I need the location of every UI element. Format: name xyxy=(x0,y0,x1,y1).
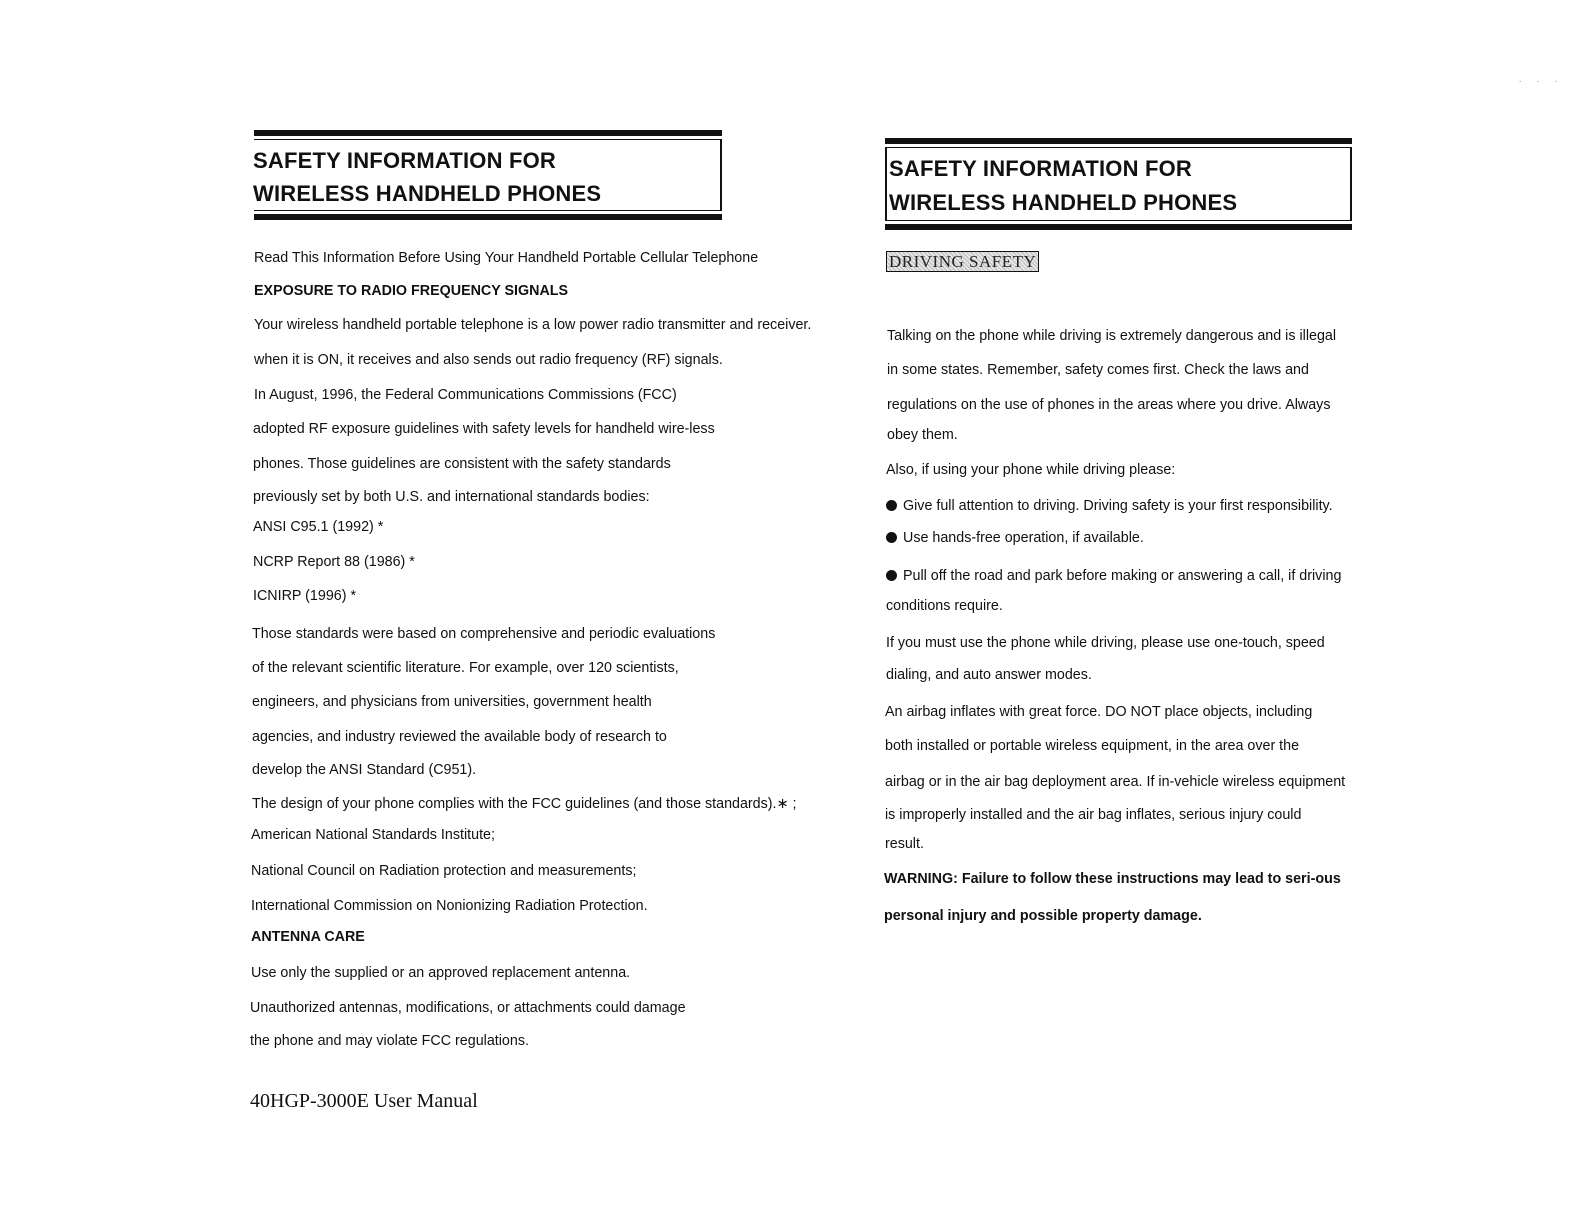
right-page-line xyxy=(885,835,924,853)
left-page-line-text: ANTENNA CARE xyxy=(251,929,365,945)
left-page-line xyxy=(254,351,723,369)
right-page-line xyxy=(886,666,1092,684)
left-page-line xyxy=(252,659,679,677)
left-page-line xyxy=(253,420,715,438)
left-page-line-text: The design of your phone complies with the FCC guidelines (and those standards).∗ ; xyxy=(252,796,797,812)
left-page-line-text: International Commission on Nonionizing Radiation Protection. xyxy=(251,898,648,914)
left-page-line xyxy=(253,587,356,605)
left-page-line-text: when it is ON, it receives and also sends out radio frequency (RF) signals. xyxy=(254,352,723,368)
left-page-line xyxy=(251,862,636,880)
left-page-line xyxy=(254,316,811,334)
left-page-line xyxy=(250,999,686,1017)
left-title-frame xyxy=(254,139,722,211)
right-page-line-text: both installed or portable wireless equipment, in the area over the xyxy=(885,738,1300,754)
right-page-line xyxy=(887,361,1309,379)
left-page-line-text: ICNIRP (1996) * xyxy=(253,588,357,604)
left-page-line xyxy=(251,964,630,982)
right-page-line xyxy=(884,870,1341,888)
right-page-line-text: obey them. xyxy=(887,427,958,443)
right-page-line-text: personal injury and possible property damage. xyxy=(884,908,1202,924)
right-page-line xyxy=(886,597,1003,615)
left-page-line-text: phones. Those guidelines are consistent with the safety standards xyxy=(253,456,671,472)
left-page-line-text: Unauthorized antennas, modifications, or attachments could damage xyxy=(250,1000,686,1016)
right-page-line xyxy=(886,634,1325,652)
right-page-line-text: in some states. Remember, safety comes first. Check the laws and xyxy=(887,362,1309,378)
left-page-line-text: American National Standards Institute; xyxy=(251,827,495,843)
left-page-line xyxy=(253,553,415,571)
right-page-line xyxy=(887,396,1330,414)
left-page-line xyxy=(254,386,677,404)
left-page-line xyxy=(253,488,650,506)
left-page-line xyxy=(254,282,568,300)
right-page-line-text: airbag or in the air bag deployment area. If in-vehicle wireless equipment xyxy=(885,774,1346,790)
left-page-line xyxy=(250,1032,529,1050)
bullet-icon xyxy=(886,532,897,543)
left-page-line xyxy=(254,249,758,267)
left-page-line xyxy=(252,761,476,779)
left-title-line-1: SAFETY INFORMATION FOR xyxy=(253,148,557,173)
left-page-line-text: National Council on Radiation protection and measurements; xyxy=(251,863,637,879)
left-title-line-2: WIRELESS HANDHELD PHONES xyxy=(253,181,602,206)
left-page-line-text: Use only the supplied or an approved replacement antenna. xyxy=(251,965,631,981)
left-page-line-text: engineers, and physicians from universities, government health xyxy=(252,694,652,710)
left-page-line xyxy=(253,455,671,473)
left-page-line xyxy=(251,826,495,844)
right-page-line xyxy=(885,773,1345,791)
right-page-line xyxy=(885,806,1301,824)
left-page-line xyxy=(252,728,667,746)
right-title-line-2: WIRELESS HANDHELD PHONES xyxy=(889,190,1238,215)
left-page-line-text: In August, 1996, the Federal Communications Commissions (FCC) xyxy=(254,387,677,403)
left-page-line-text: NCRP Report 88 (1986) * xyxy=(253,554,415,570)
scan-specks: · · · xyxy=(1518,76,1564,87)
right-page-line-text: Pull off the road and park before making or answering a call, if driving xyxy=(903,568,1342,584)
right-title-box xyxy=(885,138,1352,230)
right-page-line xyxy=(885,737,1299,755)
right-page-line-text: Give full attention to driving. Driving safety is your first responsibility. xyxy=(903,498,1333,514)
left-page-line-text: agencies, and industry reviewed the available body of research to xyxy=(252,729,667,745)
right-page-line-text: result. xyxy=(885,836,924,852)
right-title-line-1: SAFETY INFORMATION FOR xyxy=(889,156,1193,181)
right-page-line xyxy=(885,703,1312,721)
left-page-line-text: Your wireless handheld portable telephone is a low power radio transmitter and receiver. xyxy=(254,317,812,333)
left-page-line-text: ANSI C95.1 (1992) * xyxy=(253,519,384,535)
left-page-line-text: of the relevant scientific literature. For example, over 120 scientists, xyxy=(252,660,679,676)
right-page-line xyxy=(886,461,1175,479)
left-page-line xyxy=(252,625,715,643)
left-page-line xyxy=(251,928,365,946)
page-footer: 40HGP-3000E User Manual xyxy=(250,1090,478,1112)
right-page-line xyxy=(886,497,1333,515)
left-page-line xyxy=(251,897,648,915)
bullet-icon xyxy=(886,500,897,511)
right-page-line-text: Talking on the phone while driving is extremely dangerous and is illegal xyxy=(887,328,1337,344)
left-page-line-text: the phone and may violate FCC regulations. xyxy=(250,1033,529,1049)
right-page-line-text: conditions require. xyxy=(886,598,1003,614)
right-page-line-text: is improperly installed and the air bag inflates, serious injury could xyxy=(885,807,1302,823)
right-page-line xyxy=(886,567,1341,585)
left-page-line-text: EXPOSURE TO RADIO FREQUENCY SIGNALS xyxy=(254,283,569,299)
right-page-line-text: Use hands-free operation, if available. xyxy=(903,530,1144,546)
right-page-line-text: regulations on the use of phones in the areas where you drive. Always xyxy=(887,397,1331,413)
left-page-line xyxy=(253,518,383,536)
left-page-line-text: adopted RF exposure guidelines with safety levels for handheld wire-less xyxy=(253,421,715,437)
left-page-line-text: develop the ANSI Standard (C951). xyxy=(252,762,477,778)
left-title-box xyxy=(254,130,722,220)
driving-safety-badge: DRIVING SAFETY xyxy=(886,251,1039,272)
left-page-line xyxy=(252,693,652,711)
right-page-line-text: Also, if using your phone while driving please: xyxy=(886,462,1176,478)
right-page-line xyxy=(887,327,1336,345)
right-page-line-text: If you must use the phone while driving, please use one-touch, speed xyxy=(886,635,1325,651)
left-page-line xyxy=(252,795,796,813)
right-page-line xyxy=(887,426,958,444)
left-page-line-text: Those standards were based on comprehensive and periodic evaluations xyxy=(252,626,716,642)
right-page-line-text: WARNING: Failure to follow these instructions may lead to seri-ous xyxy=(884,871,1341,887)
left-page-line-text: Read This Information Before Using Your Handheld Portable Cellular Telephone xyxy=(254,250,759,266)
right-page-line xyxy=(886,529,1144,547)
right-page-line xyxy=(884,907,1202,925)
left-page-line-text: previously set by both U.S. and international standards bodies: xyxy=(253,489,650,505)
right-page-line-text: An airbag inflates with great force. DO NOT place objects, including xyxy=(885,704,1313,720)
right-title-frame xyxy=(885,147,1352,221)
right-page-line-text: dialing, and auto answer modes. xyxy=(886,667,1092,683)
bullet-icon xyxy=(886,570,897,581)
